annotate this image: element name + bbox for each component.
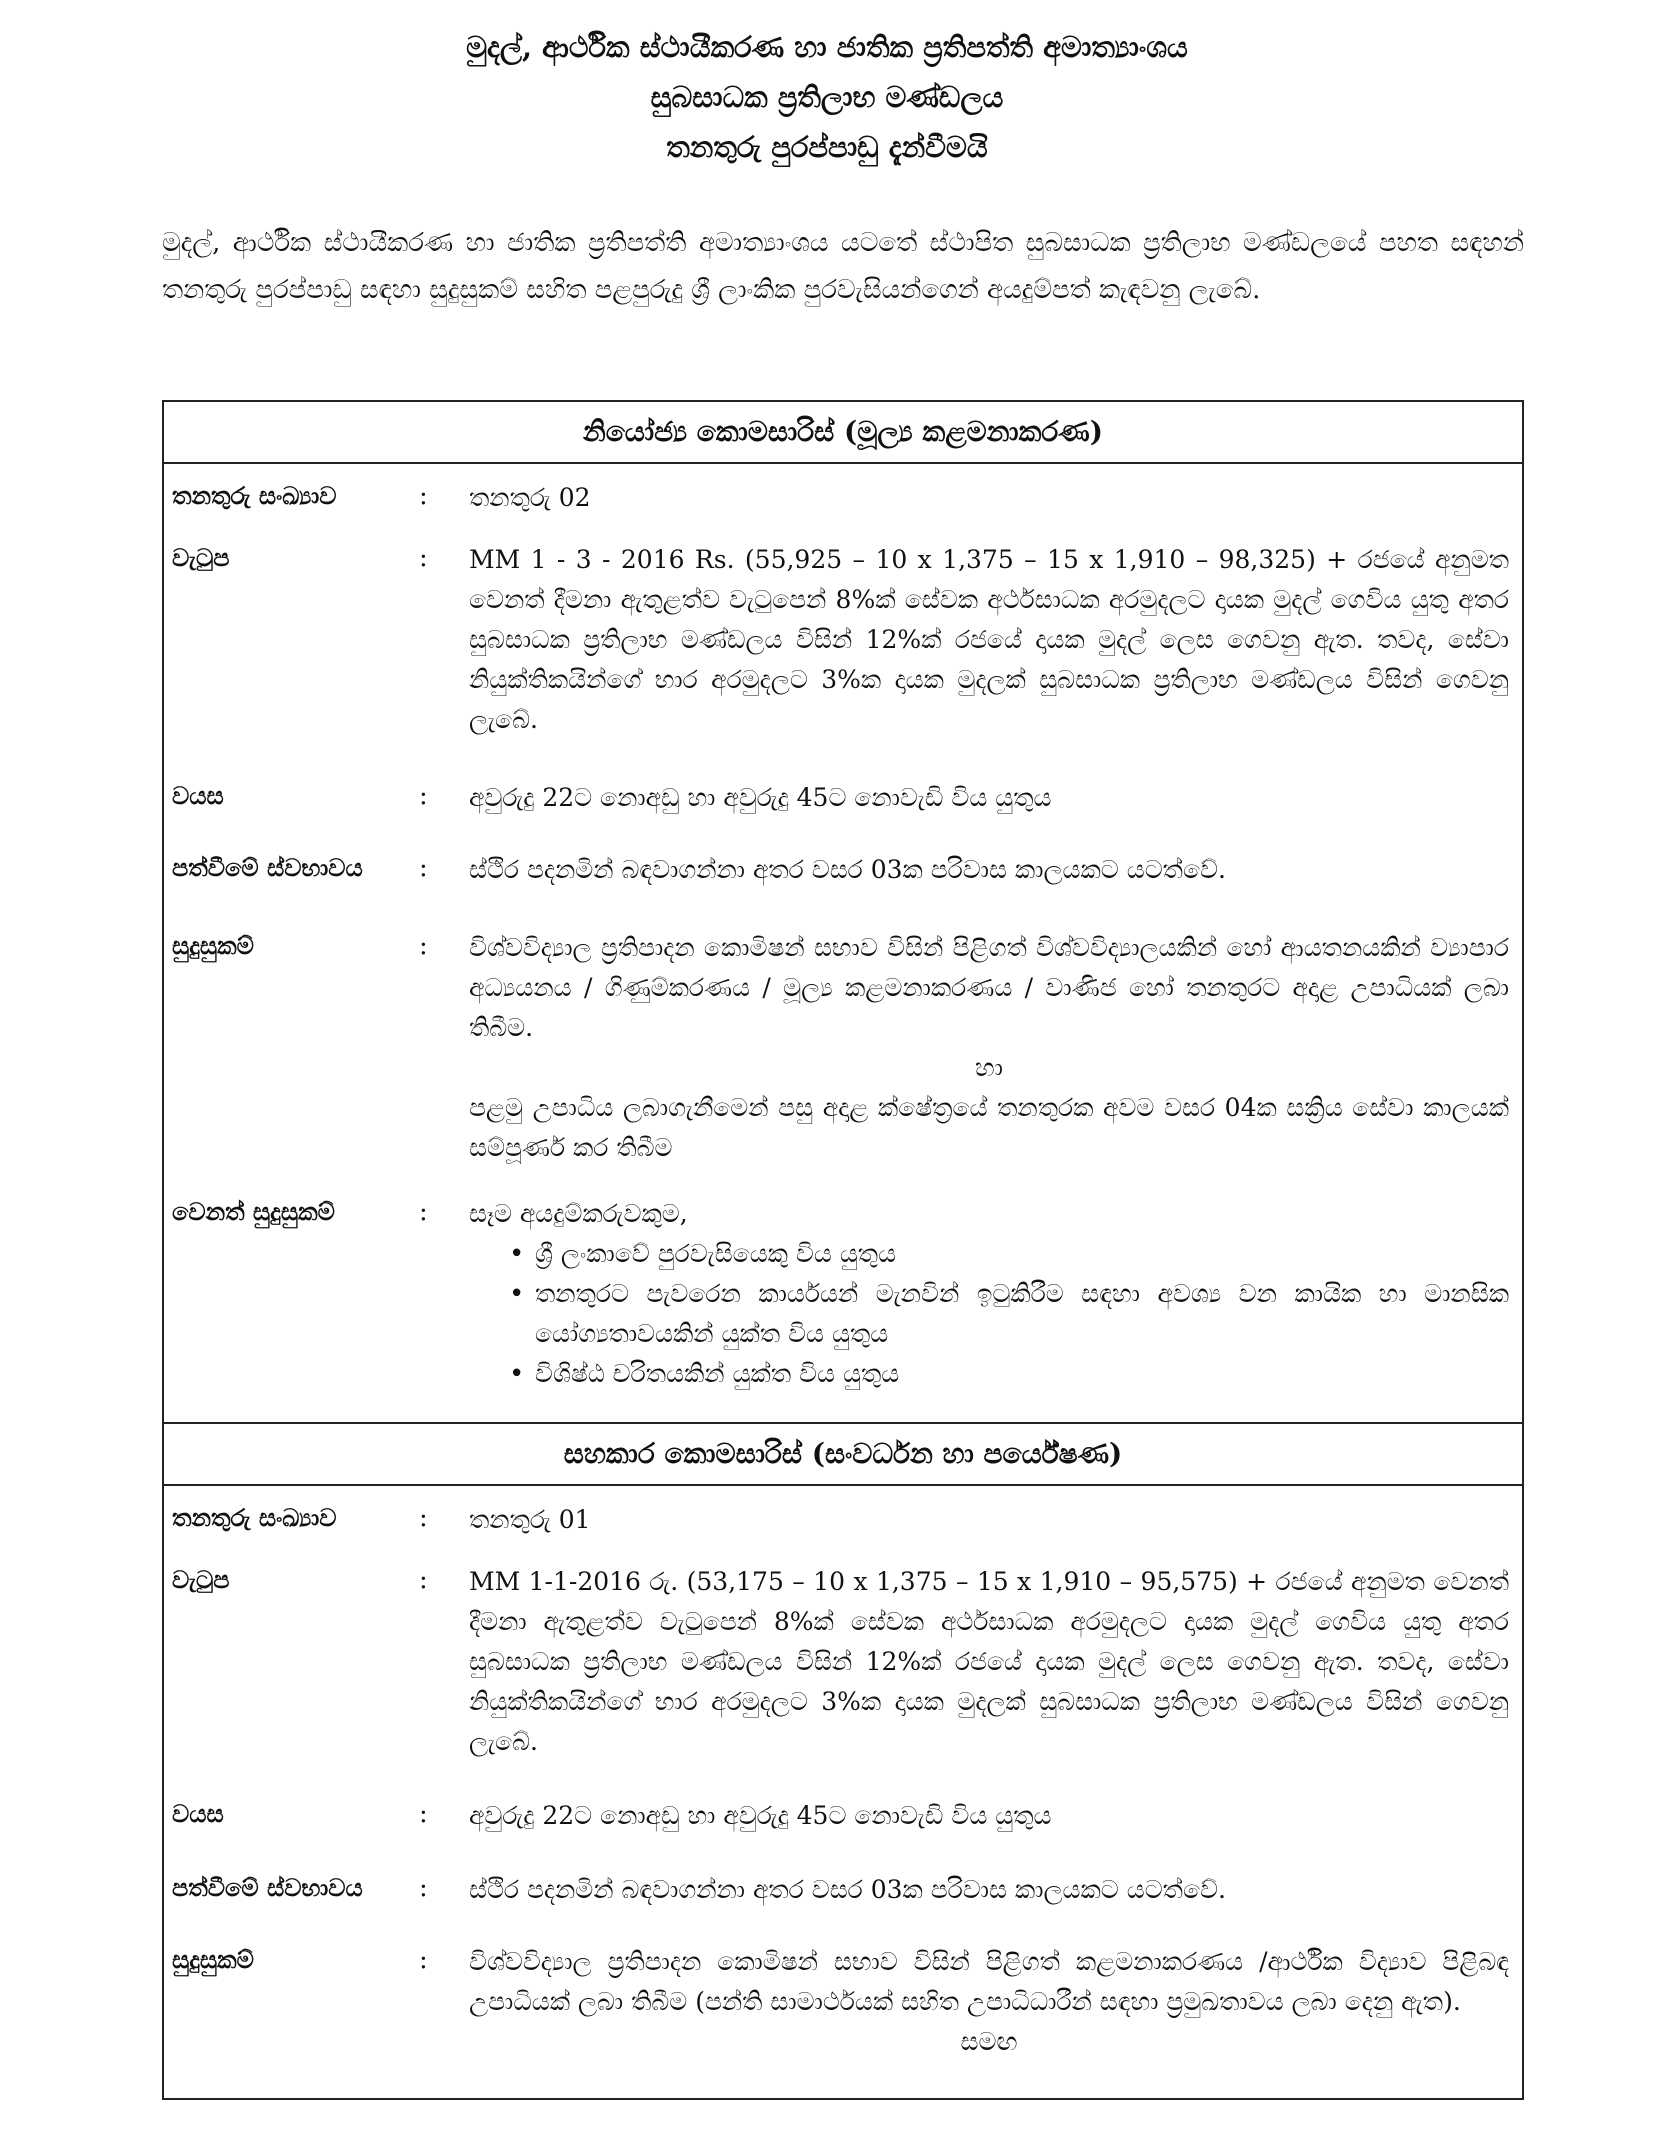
colon: : xyxy=(419,1503,428,1533)
section2-title: සහකාර කොමසාරිස් (සංවර්ධන හා පර්යේෂණ) xyxy=(164,1424,1522,1486)
colon: : xyxy=(419,481,428,511)
advert-title: තනතුරු පුරප්පාඩු දැන්වීමයි xyxy=(666,130,988,164)
qualification-connector: හා xyxy=(975,1053,1003,1082)
board-title: සුබසාධක ප්‍රතිලාභ මණ්ඩලය xyxy=(650,80,1004,114)
list-item: • ශ්‍රී ලංකාවේ පුරවැසියෙකු විය යුතුය xyxy=(469,1234,1509,1274)
age-value: අවුරුදු 22ට නොඅඩු හා අවුරුදු 45ට නොවැඩි විය යුතුය xyxy=(469,783,1052,812)
qualifications-label: සුදුසුකම් xyxy=(172,1945,254,1974)
colon: : xyxy=(419,781,428,811)
qualification-degree: විශ්වවිද්‍යාල ප්‍රතිපාදන කොමිෂන් සභාව විසින් පිළිගත් කළමනාකරණය /ආර්ථික විද්‍යාව පිළිබඳ උපාධියක් ලබා තිබීම (පන්ති සාමාර්ථයක් සහිත උපාධිධාරීන් සඳහා ප්‍රමුඛතාවය ලබා දෙනු ඇත). xyxy=(469,1947,1509,2016)
colon: : xyxy=(419,1799,428,1829)
appointment-nature-label: පත්වීමේ ස්වභාවය xyxy=(172,1873,363,1902)
appointment-nature-value: ස්ථිර පදනමින් බඳවාගන්නා අතර වසර 03ක පරිවාස කාලයකට යටත්වේ. xyxy=(469,855,1226,884)
qualification-experience: පළමු උපාධිය ලබාගැනීමෙන් පසු අදාළ ක්ෂේත්‍රයේ තනතුරක අවම වසර 04ක සක්‍රිය සේවා කාලයක් සම්පූර්ණ කර තිබීම xyxy=(469,1093,1509,1162)
colon: : xyxy=(419,931,428,961)
colon: : xyxy=(419,1873,428,1903)
salary-label: වැටුප xyxy=(172,1565,230,1594)
other-qualifications-list xyxy=(469,1234,1509,1394)
list-item: • තනතුරට පැවරෙන කාර්යයන් මැනවින් ඉටුකිරීම සඳහා අවශ්‍ය වන කායික හා මානසික යෝග්‍යතාවයකින් යුක්ත විය යුතුය xyxy=(469,1274,1509,1354)
colon: : xyxy=(419,1197,428,1227)
other-qualifications-intro: සෑම අයදුම්කරුවකුම, xyxy=(469,1199,688,1228)
qualification-degree: විශ්වවිද්‍යාල ප්‍රතිපාදන කොමිෂන් සභාව විසින් පිළිගත් විශ්වවිද්‍යාලයකින් හෝ ආයතනයකින් ව්‍යාපාර අධ්‍යයනය / ගිණුම්කරණය / මූල්‍ය කළමනාකරණය / වාණිජ හෝ තනතුරට අදාළ උපාධියක් ලබා තිබීම. xyxy=(469,933,1509,1042)
ministry-title: මුදල්, ආර්ථික ස්ථායීකරණ හා ජාතික ප්‍රතිපත්ති අමාත්‍යාංශය xyxy=(466,30,1188,64)
vacancy-table xyxy=(162,400,1524,2100)
qualifications-value xyxy=(469,1942,1509,2062)
posts-label: තනතුරු සංඛ්‍යාව xyxy=(172,1503,337,1532)
section1-title: නියෝජ්‍ය කොමසාරිස් (මූල්‍ය කළමනාකරණ) xyxy=(164,402,1522,464)
other-qualifications-label: වෙනත් සුදුසුකම් xyxy=(172,1197,335,1226)
colon: : xyxy=(419,1565,428,1595)
qualification-connector: සමඟ xyxy=(960,2027,1018,2056)
qualifications-label: සුදුසුකම් xyxy=(172,931,254,960)
document-header xyxy=(0,22,1654,172)
intro-paragraph: මුදල්, ආර්ථික ස්ථායීකරණ හා ජාතික ප්‍රතිපත්ති අමාත්‍යාංශය යටතේ ස්ථාපිත සුබසාධක ප්‍රතිලාභ මණ්ඩලයේ පහත සඳහන් තනතුරු පුරප්පාඩු සඳහා සුදුසුකම් සහිත පළපුරුදු ශ්‍රී ලාංකික පුරවැසියන්ගෙන් අයදුම්පත් කැඳවනු ලැබේ. xyxy=(162,228,1524,305)
age-label: වයස xyxy=(172,1799,224,1828)
salary-value: MM 1 - 3 - 2016 Rs. (55,925 – 10 x 1,375 – 15 x 1,910 – 98,325) + රජයේ අනුමත වෙනත් දීමනා ඇතුළත්ව වැටුපෙන් 8%ක් සේවක අර්ථසාධක අරමුදලට දායක මුදල් ගෙවිය යුතු අතර සුබසාධක ප්‍රතිලාභ මණ්ඩලය විසින් 12%ක් රජයේ දායක මුදල් ලෙස ගෙවනු ඇත. තවද, සේවා නියුක්තිකයින්ගේ භාර අරමුදලට 3%ක දායක මුදලක් සුබසාධක ප්‍රතිලාභ මණ්ඩලය විසින් ගෙවනු ලැබේ. xyxy=(469,545,1509,734)
posts-value: තනතුරු 02 xyxy=(469,483,591,512)
posts-value: තනතුරු 01 xyxy=(469,1505,591,1534)
salary-value: MM 1-1-2016 රු. (53,175 – 10 x 1,375 – 15 x 1,910 – 95,575) + රජයේ අනුමත වෙනත් දීමනා ඇතුළත්ව වැටුපෙන් 8%ක් සේවක අර්ථසාධක අරමුදලට දායක මුදල් ගෙවිය යුතු අතර සුබසාධක ප්‍රතිලාභ මණ්ඩලය විසින් 12%ක් රජයේ දායක මුදල් ලෙස ගෙවනු ඇත. තවද, සේවා නියුක්තිකයින්ගේ භාර අරමුදලට 3%ක දායක මුදලක් සුබසාධක ප්‍රතිලාභ මණ්ඩලය විසින් ගෙවනු ලැබේ. xyxy=(469,1567,1509,1756)
posts-label: තනතුරු සංඛ්‍යාව xyxy=(172,481,337,510)
colon: : xyxy=(419,1945,428,1975)
colon: : xyxy=(419,543,428,573)
age-label: වයස xyxy=(172,781,224,810)
colon: : xyxy=(419,853,428,883)
qualifications-value xyxy=(469,928,1509,1168)
list-item: • විශිෂ්ඨ චරිතයකින් යුක්ත විය යුතුය xyxy=(469,1354,1509,1394)
appointment-nature-value: ස්ථිර පදනමින් බඳවාගන්නා අතර වසර 03ක පරිවාස කාලයකට යටත්වේ. xyxy=(469,1875,1226,1904)
other-qualifications-value xyxy=(469,1194,1509,1394)
salary-label: වැටුප xyxy=(172,543,230,572)
age-value: අවුරුදු 22ට නොඅඩු හා අවුරුදු 45ට නොවැඩි විය යුතුය xyxy=(469,1801,1052,1830)
appointment-nature-label: පත්වීමේ ස්වභාවය xyxy=(172,853,363,882)
